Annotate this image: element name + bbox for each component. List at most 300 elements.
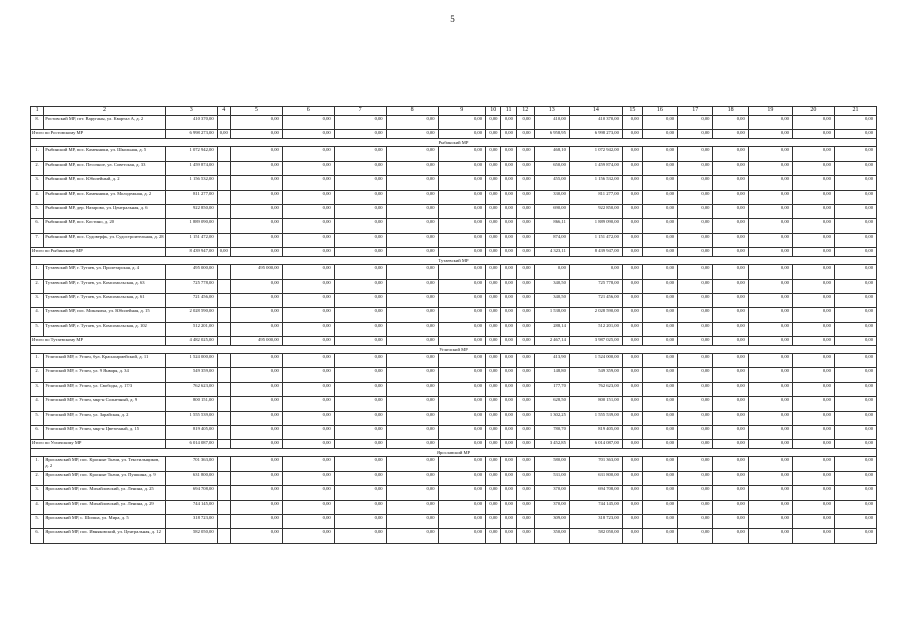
table-row bbox=[31, 426, 877, 440]
row-value: 0,00 bbox=[642, 514, 677, 528]
row-value: 0,00 bbox=[622, 471, 642, 485]
row-value bbox=[217, 147, 230, 161]
row-value: 0,00 bbox=[792, 397, 834, 411]
total-value: 0,00 bbox=[486, 130, 501, 139]
row-value: 0,00 bbox=[622, 204, 642, 218]
row-value: 0,00 bbox=[713, 500, 748, 514]
row-value bbox=[217, 500, 230, 514]
row-value bbox=[217, 293, 230, 307]
row-value: 0,00 bbox=[501, 514, 516, 528]
row-value: 0,00 bbox=[713, 279, 748, 293]
row-value: 0,00 bbox=[713, 233, 748, 247]
row-value: 819 405,00 bbox=[569, 426, 622, 440]
row-value: 0,00 bbox=[334, 147, 386, 161]
row-value: 0,00 bbox=[792, 382, 834, 396]
total-value: 0,00 bbox=[217, 130, 230, 139]
row-number: 1. bbox=[31, 457, 44, 471]
row-number: 5. bbox=[31, 322, 44, 336]
row-value: 0,00 bbox=[386, 514, 438, 528]
total-value: 0,00 bbox=[678, 130, 713, 139]
row-value: 0,00 bbox=[792, 204, 834, 218]
row-value: 0,00 bbox=[334, 529, 386, 543]
column-header: 8 bbox=[386, 107, 438, 116]
total-value: 0,00 bbox=[501, 248, 516, 257]
row-value: 0,00 bbox=[282, 354, 334, 368]
row-value: 0,00 bbox=[622, 500, 642, 514]
row-value: 1 459 874,00 bbox=[569, 161, 622, 175]
row-value: 0,00 bbox=[678, 382, 713, 396]
row-value: 0,00 bbox=[792, 529, 834, 543]
total-value: 0,00 bbox=[230, 248, 282, 257]
column-header: 7 bbox=[334, 107, 386, 116]
row-value: 0,00 bbox=[792, 116, 834, 130]
row-value: 0,00 bbox=[516, 529, 534, 543]
row-value: 0,00 bbox=[748, 382, 792, 396]
row-address: Ярославский МР, пос. Ивняковский, ул. Центральная, д. 12 bbox=[44, 529, 165, 543]
row-value: 0,00 bbox=[792, 486, 834, 500]
row-value: 0,00 bbox=[282, 308, 334, 322]
row-value: 512 201,00 bbox=[569, 322, 622, 336]
section-title: Угличский МР bbox=[31, 346, 877, 354]
row-value: 0,00 bbox=[516, 471, 534, 485]
row-value: 0,00 bbox=[748, 265, 792, 279]
row-value: 0,00 bbox=[282, 233, 334, 247]
total-value: 495 000,00 bbox=[230, 337, 282, 346]
row-value: 0,00 bbox=[834, 308, 876, 322]
row-value: 0,00 bbox=[486, 190, 501, 204]
total-label: Итого по Тутаевскому МР bbox=[31, 337, 166, 346]
row-value: 0,00 bbox=[678, 116, 713, 130]
row-value: 0,00 bbox=[713, 382, 748, 396]
total-value: 0,00 bbox=[792, 337, 834, 346]
row-value bbox=[217, 354, 230, 368]
row-value: 0,00 bbox=[834, 486, 876, 500]
row-value: 0,00 bbox=[516, 265, 534, 279]
row-value: 0,00 bbox=[713, 161, 748, 175]
row-value bbox=[217, 308, 230, 322]
row-value: 0,00 bbox=[642, 354, 677, 368]
row-value: 1 151 472,00 bbox=[165, 233, 217, 247]
row-value: 0,00 bbox=[516, 161, 534, 175]
row-address: Рыбинский МР, пос. Песочное, ул. Советская, д. 33 bbox=[44, 161, 165, 175]
row-value: 0,00 bbox=[501, 486, 516, 500]
total-value: 0,00 bbox=[486, 248, 501, 257]
row-value: 410,00 bbox=[534, 116, 569, 130]
row-value: 0,00 bbox=[748, 471, 792, 485]
row-value: 0,00 bbox=[792, 368, 834, 382]
row-value: 0,00 bbox=[386, 233, 438, 247]
row-address: Ярославский МР, пос. Михайловский, ул. Ленина, д. 29 bbox=[44, 500, 165, 514]
table-row bbox=[31, 147, 877, 161]
row-value: 0,00 bbox=[834, 190, 876, 204]
total-value: 0,00 bbox=[834, 130, 876, 139]
total-value: 0,00 bbox=[792, 440, 834, 449]
row-value: 0,00 bbox=[386, 486, 438, 500]
row-value: 0,00 bbox=[516, 322, 534, 336]
row-value: 0,00 bbox=[713, 486, 748, 500]
row-value: 0,00 bbox=[678, 161, 713, 175]
row-value: 0,00 bbox=[516, 308, 534, 322]
total-value: 6 014 087,00 bbox=[165, 440, 217, 449]
row-value: 531,00 bbox=[534, 471, 569, 485]
row-value: 0,00 bbox=[622, 457, 642, 471]
row-value: 0,00 bbox=[834, 471, 876, 485]
column-header: 17 bbox=[678, 107, 713, 116]
column-header: 20 bbox=[792, 107, 834, 116]
table-row bbox=[31, 279, 877, 293]
row-address: Рыбинский МР, пос. Каменники, ул. Молодежная, д. 2 bbox=[44, 190, 165, 204]
total-value: 0,00 bbox=[334, 130, 386, 139]
column-header: 18 bbox=[713, 107, 748, 116]
column-header: 1 bbox=[31, 107, 44, 116]
row-value: 0,00 bbox=[834, 529, 876, 543]
row-value: 0,00 bbox=[678, 233, 713, 247]
total-value: 6 958,95 bbox=[534, 130, 569, 139]
row-value: 0,00 bbox=[642, 457, 677, 471]
row-number: 2. bbox=[31, 471, 44, 485]
row-value: 0,00 bbox=[713, 354, 748, 368]
row-value: 0,00 bbox=[622, 147, 642, 161]
table-row bbox=[31, 411, 877, 425]
total-value: 0,00 bbox=[748, 248, 792, 257]
row-value: 0,00 bbox=[230, 161, 282, 175]
row-value: 177,70 bbox=[534, 382, 569, 396]
row-value: 0,00 bbox=[386, 322, 438, 336]
row-value: 1 524 000,00 bbox=[165, 354, 217, 368]
row-value: 0,00 bbox=[438, 161, 485, 175]
row-value: 0,00 bbox=[334, 471, 386, 485]
row-address: Ярославский МР, с. Шопша, ул. Мира, д. 5 bbox=[44, 514, 165, 528]
row-value: 0,00 bbox=[748, 354, 792, 368]
total-value: 0,00 bbox=[282, 440, 334, 449]
row-value: 0,00 bbox=[622, 529, 642, 543]
row-value: 0,00 bbox=[834, 161, 876, 175]
row-address: Ярославский МР, пос. Михайловский, ул. Ленина, д. 25 bbox=[44, 486, 165, 500]
row-number: 6. bbox=[31, 529, 44, 543]
row-value: 0,00 bbox=[438, 514, 485, 528]
row-value: 495 000,00 bbox=[165, 265, 217, 279]
row-value bbox=[217, 265, 230, 279]
total-value: 6 998 273,00 bbox=[165, 130, 217, 139]
table-row bbox=[31, 486, 877, 500]
row-value: 0,00 bbox=[501, 322, 516, 336]
row-value: 0,00 bbox=[622, 293, 642, 307]
row-value: 0,00 bbox=[622, 265, 642, 279]
row-value: 0,00 bbox=[282, 486, 334, 500]
row-value: 0,00 bbox=[438, 322, 485, 336]
total-value: 0,00 bbox=[282, 337, 334, 346]
row-value: 922 850,00 bbox=[165, 204, 217, 218]
row-value: 0,00 bbox=[438, 190, 485, 204]
total-value: 0,00 bbox=[438, 130, 485, 139]
row-number: 3. bbox=[31, 176, 44, 190]
row-address: Ярославский МР, пос. Красные Ткачи, ул. Пушкина, д. 9 bbox=[44, 471, 165, 485]
total-value: 0,00 bbox=[501, 337, 516, 346]
row-value: 0,00 bbox=[834, 233, 876, 247]
table-row bbox=[31, 233, 877, 247]
row-value: 0,00 bbox=[486, 514, 501, 528]
total-label: Итого по Ростовскому МР bbox=[31, 130, 166, 139]
row-value: 0,00 bbox=[334, 354, 386, 368]
total-value: 0,00 bbox=[792, 130, 834, 139]
row-value: 0,00 bbox=[713, 116, 748, 130]
row-value: 0,00 bbox=[486, 486, 501, 500]
row-value: 0,00 bbox=[334, 308, 386, 322]
total-value bbox=[217, 440, 230, 449]
row-value: 0,00 bbox=[230, 500, 282, 514]
row-value: 0,00 bbox=[713, 308, 748, 322]
row-value: 0,00 bbox=[748, 322, 792, 336]
row-value: 512 201,00 bbox=[165, 322, 217, 336]
row-value: 0,00 bbox=[386, 354, 438, 368]
row-value: 0,00 bbox=[386, 293, 438, 307]
row-value: 0,00 bbox=[230, 354, 282, 368]
row-value: 0,00 bbox=[792, 354, 834, 368]
total-value: 0,00 bbox=[834, 337, 876, 346]
row-value: 0,00 bbox=[622, 116, 642, 130]
row-value: 0,00 bbox=[748, 279, 792, 293]
row-value: 288,14 bbox=[534, 322, 569, 336]
row-value: 0,00 bbox=[501, 293, 516, 307]
column-header: 6 bbox=[282, 107, 334, 116]
total-row bbox=[31, 337, 877, 346]
row-value: 0,00 bbox=[748, 426, 792, 440]
row-value: 0,00 bbox=[282, 176, 334, 190]
row-number: 6. bbox=[31, 219, 44, 233]
row-value: 0,00 bbox=[230, 279, 282, 293]
row-value: 0,00 bbox=[516, 500, 534, 514]
row-value: 0,00 bbox=[386, 219, 438, 233]
row-value: 0,00 bbox=[642, 233, 677, 247]
row-value bbox=[217, 322, 230, 336]
row-value: 0,00 bbox=[486, 219, 501, 233]
row-value: 0,00 bbox=[713, 219, 748, 233]
row-value: 0,00 bbox=[334, 219, 386, 233]
row-value: 0,00 bbox=[713, 397, 748, 411]
row-value: 0,00 bbox=[748, 514, 792, 528]
row-value: 0,00 bbox=[678, 514, 713, 528]
row-value: 0,00 bbox=[622, 308, 642, 322]
total-value: 0,00 bbox=[516, 248, 534, 257]
row-value: 0,00 bbox=[792, 293, 834, 307]
row-value: 0,00 bbox=[834, 293, 876, 307]
column-header: 2 bbox=[44, 107, 165, 116]
total-value: 0,00 bbox=[713, 130, 748, 139]
row-value: 0,00 bbox=[678, 529, 713, 543]
row-value: 0,00 bbox=[516, 190, 534, 204]
row-value: 0,00 bbox=[792, 265, 834, 279]
row-number: 3. bbox=[31, 293, 44, 307]
row-value: 0,00 bbox=[230, 293, 282, 307]
row-value: 694 708,00 bbox=[165, 486, 217, 500]
row-value: 0,00 bbox=[438, 354, 485, 368]
row-value: 0,00 bbox=[386, 426, 438, 440]
row-value: 0,00 bbox=[516, 279, 534, 293]
row-value: 0,00 bbox=[748, 190, 792, 204]
row-value: 725 778,00 bbox=[569, 279, 622, 293]
row-value: 0,00 bbox=[642, 397, 677, 411]
row-value: 811 277,00 bbox=[165, 190, 217, 204]
row-value: 0,00 bbox=[486, 161, 501, 175]
column-header: 11 bbox=[501, 107, 516, 116]
row-value: 0,00 bbox=[438, 219, 485, 233]
row-value: 340,50 bbox=[534, 279, 569, 293]
row-address: Тутаевский МР, г. Тутаев, ул. Комсомольская, д. 102 bbox=[44, 322, 165, 336]
row-value: 0,00 bbox=[748, 293, 792, 307]
row-value: 0,00 bbox=[792, 219, 834, 233]
row-value: 0,00 bbox=[792, 322, 834, 336]
row-value: 1 538,00 bbox=[534, 308, 569, 322]
row-value: 0,00 bbox=[516, 426, 534, 440]
row-number: 4. bbox=[31, 397, 44, 411]
row-value: 0,00 bbox=[642, 147, 677, 161]
row-number: 4. bbox=[31, 308, 44, 322]
row-value: 0,00 bbox=[642, 486, 677, 500]
row-value bbox=[217, 382, 230, 396]
row-address: Угличский МР, г. Углич, ул. 9 Января, д. 34 bbox=[44, 368, 165, 382]
row-value: 0,00 bbox=[501, 176, 516, 190]
row-value: 1 072 942,00 bbox=[165, 147, 217, 161]
row-value: 0,00 bbox=[230, 457, 282, 471]
row-value: 0,00 bbox=[678, 147, 713, 161]
row-value: 468,10 bbox=[534, 147, 569, 161]
row-address: Рыбинский МР, пос. Каменники, ул. Школьная, д. 5 bbox=[44, 147, 165, 161]
row-value: 1 156 532,00 bbox=[165, 176, 217, 190]
row-value: 0,00 bbox=[678, 204, 713, 218]
row-value: 0,00 bbox=[486, 279, 501, 293]
row-number: 5. bbox=[31, 411, 44, 425]
row-value: 0,00 bbox=[678, 190, 713, 204]
row-value: 866,11 bbox=[534, 219, 569, 233]
row-value: 0,00 bbox=[834, 397, 876, 411]
row-value: 0,00 bbox=[282, 116, 334, 130]
row-value: 318 723,00 bbox=[569, 514, 622, 528]
row-value bbox=[217, 397, 230, 411]
total-value: 0,00 bbox=[230, 440, 282, 449]
row-value: 0,00 bbox=[386, 411, 438, 425]
total-value: 0,00 bbox=[622, 130, 642, 139]
row-value: 0,00 bbox=[282, 397, 334, 411]
row-value: 0,00 bbox=[713, 368, 748, 382]
row-value bbox=[217, 486, 230, 500]
row-value: 580,00 bbox=[534, 457, 569, 471]
row-value: 0,00 bbox=[501, 265, 516, 279]
row-value: 0,00 bbox=[678, 500, 713, 514]
row-value: 0,00 bbox=[230, 411, 282, 425]
row-value: 0,00 bbox=[834, 322, 876, 336]
row-value: 0,00 bbox=[713, 529, 748, 543]
total-value: 0,00 bbox=[334, 248, 386, 257]
section-row bbox=[31, 346, 877, 354]
row-value: 0,00 bbox=[792, 190, 834, 204]
row-value: 0,00 bbox=[230, 204, 282, 218]
total-value: 0,00 bbox=[516, 337, 534, 346]
row-value: 0,00 bbox=[230, 514, 282, 528]
row-value: 0,00 bbox=[501, 116, 516, 130]
row-value: 1 889 090,00 bbox=[165, 219, 217, 233]
row-value: 0,00 bbox=[622, 176, 642, 190]
total-value: 0,00 bbox=[642, 248, 677, 257]
row-value: 631 800,00 bbox=[165, 471, 217, 485]
row-value: 721 456,00 bbox=[165, 293, 217, 307]
total-value: 0,00 bbox=[501, 440, 516, 449]
total-value: 0,00 bbox=[678, 440, 713, 449]
row-value: 0,00 bbox=[501, 219, 516, 233]
row-value: 0,00 bbox=[642, 116, 677, 130]
total-value: 0,00 bbox=[642, 337, 677, 346]
row-value: 0,00 bbox=[486, 529, 501, 543]
total-row bbox=[31, 440, 877, 449]
row-value bbox=[217, 514, 230, 528]
row-value: 0,00 bbox=[486, 293, 501, 307]
row-value: 0,00 bbox=[501, 233, 516, 247]
row-value: 549 359,00 bbox=[165, 368, 217, 382]
row-value: 0,00 bbox=[622, 322, 642, 336]
row-value: 0,00 bbox=[678, 457, 713, 471]
row-value: 0,00 bbox=[678, 368, 713, 382]
row-value: 330,00 bbox=[534, 190, 569, 204]
row-value: 0,00 bbox=[386, 457, 438, 471]
row-value: 0,00 bbox=[516, 457, 534, 471]
row-value: 0,00 bbox=[678, 176, 713, 190]
table-row bbox=[31, 161, 877, 175]
row-value: 0,00 bbox=[792, 233, 834, 247]
row-value: 2 028 590,00 bbox=[569, 308, 622, 322]
row-address: Тутаевский МР, г. Тутаев, ул. Пролетарская, д. 4 bbox=[44, 265, 165, 279]
row-address: Угличский МР, г. Углич, ул. Свободы, д. 17/3 bbox=[44, 382, 165, 396]
row-value: 0,00 bbox=[516, 397, 534, 411]
row-value: 0,00 bbox=[516, 293, 534, 307]
table-row bbox=[31, 354, 877, 368]
row-value: 0,00 bbox=[642, 293, 677, 307]
row-value: 0,00 bbox=[501, 457, 516, 471]
row-value bbox=[217, 219, 230, 233]
row-value: 0,00 bbox=[792, 457, 834, 471]
row-value: 721 456,00 bbox=[569, 293, 622, 307]
row-value: 0,00 bbox=[834, 457, 876, 471]
row-address: Тутаевский МР, г. Тутаев, ул. Комсомольская, д. 61 bbox=[44, 293, 165, 307]
row-value: 0,00 bbox=[386, 471, 438, 485]
row-value: 1 555 539,00 bbox=[165, 411, 217, 425]
row-value: 0,00 bbox=[748, 308, 792, 322]
row-value: 0,00 bbox=[282, 426, 334, 440]
row-value: 0,00 bbox=[748, 529, 792, 543]
row-value: 2 028 590,00 bbox=[165, 308, 217, 322]
total-value: 0,00 bbox=[834, 440, 876, 449]
row-number: 6. bbox=[31, 426, 44, 440]
row-value: 0,00 bbox=[622, 233, 642, 247]
row-number: 3. bbox=[31, 486, 44, 500]
row-value: 0,00 bbox=[334, 397, 386, 411]
row-value: 0,00 bbox=[282, 368, 334, 382]
section-title: Ярославский МР bbox=[31, 449, 877, 457]
row-value: 762 623,00 bbox=[165, 382, 217, 396]
row-value: 0,00 bbox=[834, 382, 876, 396]
row-value: 0,00 bbox=[386, 382, 438, 396]
row-value: 0,00 bbox=[486, 265, 501, 279]
column-header: 16 bbox=[642, 107, 677, 116]
row-value: 0,00 bbox=[792, 500, 834, 514]
total-value: 3 452,85 bbox=[534, 440, 569, 449]
total-value: 0,00 bbox=[748, 440, 792, 449]
row-value: 0,00 bbox=[516, 204, 534, 218]
row-value: 874,00 bbox=[534, 233, 569, 247]
row-value: 0,00 bbox=[486, 368, 501, 382]
row-value: 0,00 bbox=[834, 514, 876, 528]
row-value: 0,00 bbox=[748, 176, 792, 190]
row-value: 0,00 bbox=[438, 293, 485, 307]
row-value: 701 363,00 bbox=[165, 457, 217, 471]
